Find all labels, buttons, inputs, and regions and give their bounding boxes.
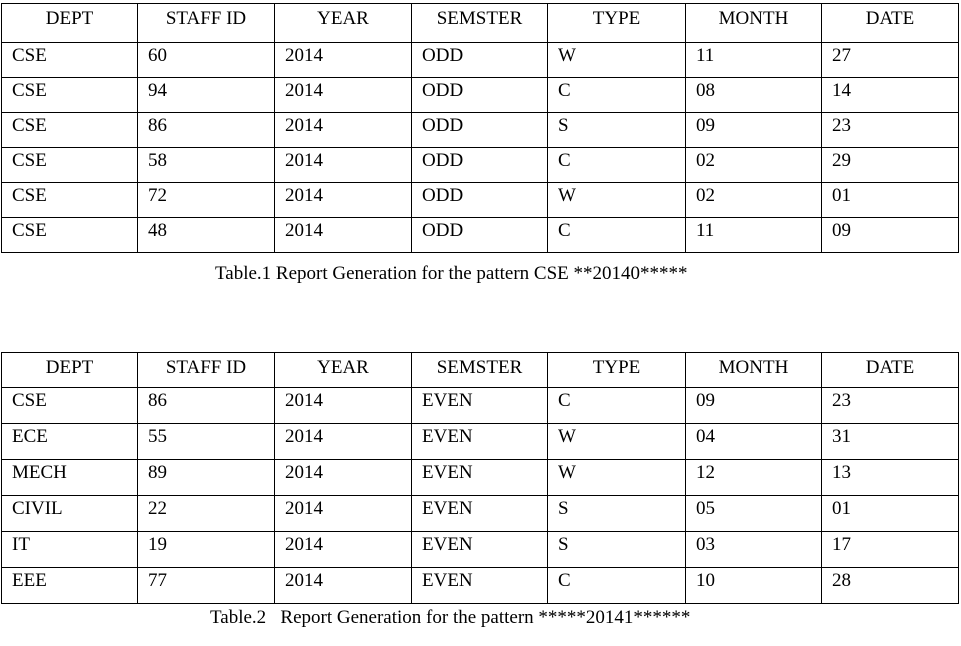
header-type: TYPE — [548, 4, 686, 43]
cell-date: 28 — [822, 568, 959, 604]
cell-dept: CSE — [2, 43, 138, 78]
cell-date: 29 — [822, 148, 959, 183]
cell-semester: ODD — [412, 43, 548, 78]
cell-date: 13 — [822, 460, 959, 496]
cell-dept: CSE — [2, 218, 138, 253]
cell-semester: EVEN — [412, 568, 548, 604]
header-date: DATE — [822, 4, 959, 43]
cell-month: 02 — [686, 183, 822, 218]
table-row — [2, 43, 959, 78]
table-row — [2, 148, 959, 183]
cell-month: 09 — [686, 113, 822, 148]
cell-date: 23 — [822, 388, 959, 424]
cell-month: 11 — [686, 43, 822, 78]
cell-date: 17 — [822, 532, 959, 568]
header-semester: SEMSTER — [412, 353, 548, 388]
report-table-1 — [1, 3, 959, 253]
table-2-caption: Table.2 Report Generation for the pattern *****20141****** — [210, 607, 691, 628]
table-row — [2, 113, 959, 148]
cell-type: S — [548, 496, 686, 532]
cell-year: 2014 — [275, 43, 412, 78]
cell-dept: CSE — [2, 113, 138, 148]
cell-semester: ODD — [412, 113, 548, 148]
cell-year: 2014 — [275, 113, 412, 148]
table-row — [2, 460, 959, 496]
cell-semester: ODD — [412, 78, 548, 113]
cell-dept: CSE — [2, 388, 138, 424]
cell-year: 2014 — [275, 78, 412, 113]
cell-staff-id: 60 — [138, 43, 275, 78]
cell-type: C — [548, 78, 686, 113]
header-year: YEAR — [275, 353, 412, 388]
table-row — [2, 183, 959, 218]
header-month: MONTH — [686, 4, 822, 43]
cell-year: 2014 — [275, 388, 412, 424]
cell-type: C — [548, 148, 686, 183]
table-row — [2, 218, 959, 253]
cell-type: S — [548, 113, 686, 148]
header-staff-id: STAFF ID — [138, 353, 275, 388]
cell-dept: CSE — [2, 148, 138, 183]
cell-staff-id: 22 — [138, 496, 275, 532]
cell-year: 2014 — [275, 218, 412, 253]
cell-type: W — [548, 460, 686, 496]
table-row — [2, 388, 959, 424]
cell-month: 02 — [686, 148, 822, 183]
cell-year: 2014 — [275, 496, 412, 532]
cell-type: W — [548, 424, 686, 460]
cell-semester: EVEN — [412, 388, 548, 424]
table-row — [2, 496, 959, 532]
header-staff-id: STAFF ID — [138, 4, 275, 43]
cell-date: 01 — [822, 496, 959, 532]
cell-month: 05 — [686, 496, 822, 532]
cell-type: S — [548, 532, 686, 568]
cell-dept: IT — [2, 532, 138, 568]
cell-type: C — [548, 568, 686, 604]
table-row — [2, 568, 959, 604]
cell-type: W — [548, 43, 686, 78]
table-row — [2, 532, 959, 568]
cell-semester: EVEN — [412, 496, 548, 532]
cell-month: 04 — [686, 424, 822, 460]
cell-type: W — [548, 183, 686, 218]
header-dept: DEPT — [2, 353, 138, 388]
cell-date: 14 — [822, 78, 959, 113]
table-header-row — [2, 4, 959, 43]
table-body — [2, 43, 959, 253]
cell-year: 2014 — [275, 148, 412, 183]
cell-staff-id: 77 — [138, 568, 275, 604]
header-year: YEAR — [275, 4, 412, 43]
cell-month: 09 — [686, 388, 822, 424]
cell-date: 31 — [822, 424, 959, 460]
cell-staff-id: 55 — [138, 424, 275, 460]
cell-date: 27 — [822, 43, 959, 78]
cell-staff-id: 94 — [138, 78, 275, 113]
table-header-row — [2, 353, 959, 388]
header-month: MONTH — [686, 353, 822, 388]
cell-staff-id: 19 — [138, 532, 275, 568]
header-type: TYPE — [548, 353, 686, 388]
cell-date: 23 — [822, 113, 959, 148]
cell-semester: EVEN — [412, 460, 548, 496]
cell-month: 03 — [686, 532, 822, 568]
report-table-2 — [1, 352, 959, 604]
table-row — [2, 424, 959, 460]
cell-dept: ECE — [2, 424, 138, 460]
cell-year: 2014 — [275, 568, 412, 604]
cell-semester: ODD — [412, 183, 548, 218]
cell-year: 2014 — [275, 183, 412, 218]
cell-year: 2014 — [275, 460, 412, 496]
cell-dept: MECH — [2, 460, 138, 496]
cell-date: 01 — [822, 183, 959, 218]
cell-semester: EVEN — [412, 424, 548, 460]
table-body — [2, 388, 959, 604]
cell-dept: CSE — [2, 183, 138, 218]
cell-dept: CIVIL — [2, 496, 138, 532]
header-dept: DEPT — [2, 4, 138, 43]
cell-semester: ODD — [412, 148, 548, 183]
cell-month: 10 — [686, 568, 822, 604]
cell-year: 2014 — [275, 424, 412, 460]
cell-staff-id: 86 — [138, 113, 275, 148]
header-date: DATE — [822, 353, 959, 388]
cell-semester: EVEN — [412, 532, 548, 568]
cell-date: 09 — [822, 218, 959, 253]
cell-staff-id: 72 — [138, 183, 275, 218]
cell-month: 11 — [686, 218, 822, 253]
table-row — [2, 78, 959, 113]
cell-semester: ODD — [412, 218, 548, 253]
cell-dept: EEE — [2, 568, 138, 604]
cell-type: C — [548, 388, 686, 424]
cell-year: 2014 — [275, 532, 412, 568]
header-semester: SEMSTER — [412, 4, 548, 43]
cell-dept: CSE — [2, 78, 138, 113]
cell-month: 08 — [686, 78, 822, 113]
cell-staff-id: 58 — [138, 148, 275, 183]
table-1-caption: Table.1 Report Generation for the pattern CSE **20140***** — [215, 263, 688, 284]
cell-month: 12 — [686, 460, 822, 496]
cell-type: C — [548, 218, 686, 253]
cell-staff-id: 89 — [138, 460, 275, 496]
cell-staff-id: 86 — [138, 388, 275, 424]
cell-staff-id: 48 — [138, 218, 275, 253]
